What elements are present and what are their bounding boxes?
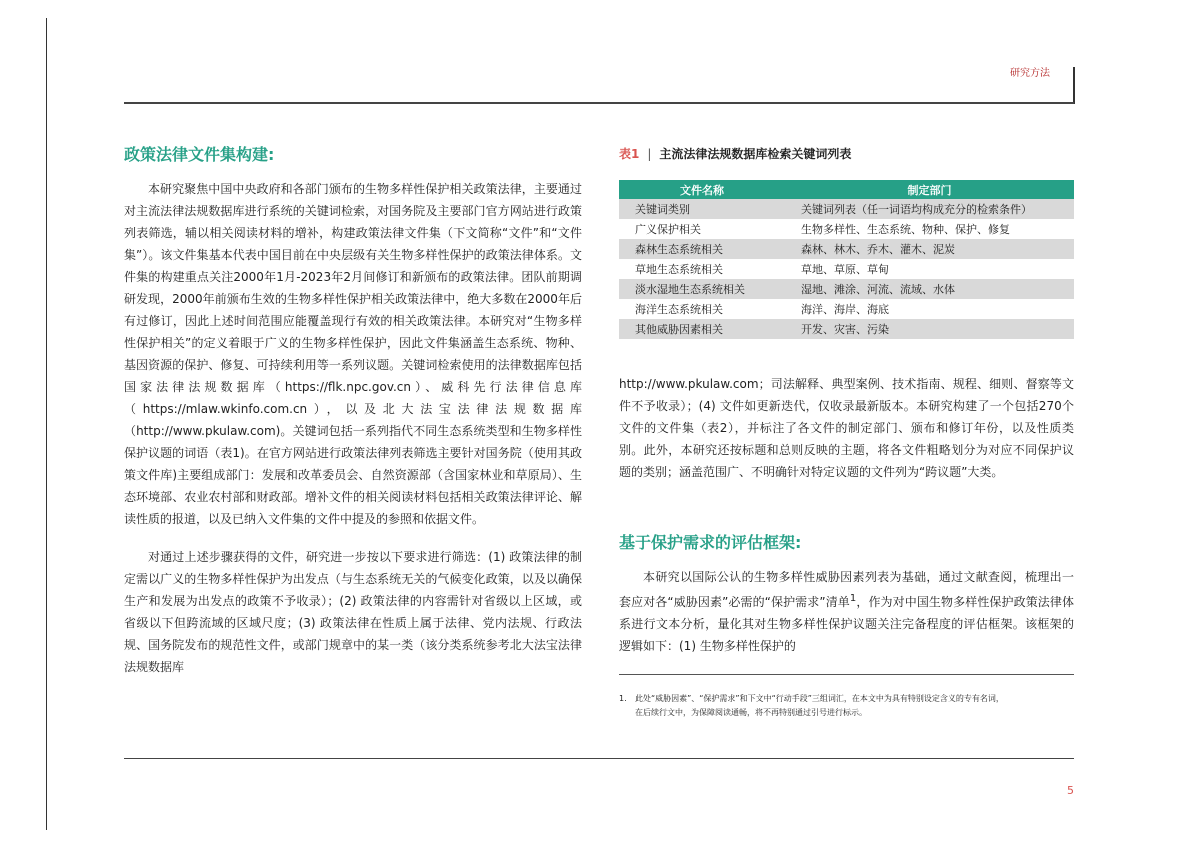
- table-cell: 森林、林木、乔木、灌木、泥炭: [785, 239, 1074, 259]
- right-text-column-lower: [619, 566, 1074, 657]
- table-row: [619, 279, 1074, 299]
- right-text-column: [619, 373, 1074, 483]
- footnote-reference: 1: [849, 593, 857, 604]
- table-cell: 开发、灾害、污染: [785, 319, 1074, 339]
- table-cell: 海洋、海岸、海底: [785, 299, 1074, 319]
- table-cell: 森林生态系统相关: [619, 239, 785, 259]
- bottom-rule: [124, 758, 1074, 759]
- table-header-row: [619, 180, 1074, 199]
- paragraph-screening-criteria: 对通过上述步骤获得的文件，研究进一步按以下要求进行筛选：(1) 政策法律的制定需以广义的生物多样性保护为出发点（与生态系统无关的气候变化政策，以及以确保生产和发展为出发点的政策不予收录）；(2) 政策法律的内容需针对省级以上区域，或省级以下但跨流域的区域尺度；(3) 政策法律在性质上属于法律、党内法规、行政法规、国务院发布的规范性文件，或部门规章中的某一类（该分类系统参考北大法宝法律法规数据库: [124, 550, 582, 674]
- paragraph-continuation: http://www.pkulaw.com；司法解释、典型案例、技术指南、规程、细则、督察等文件不予收录）；(4) 文件如更新迭代，仅收录最新版本。本研究构建了一个包括270个文件的文件集（表2），并标注了各文件的制定部门、颁布和修订年份，以及性质类别。此外，本研究还按标题和总则反映的主题，将各文件粗略划分为对应不同保护议题的类别；涵盖范围广、不明确针对特定议题的文件列为“跨议题”大类。: [619, 377, 1074, 479]
- footnote-number: 1.: [619, 694, 627, 703]
- table-caption-separator: |: [647, 147, 652, 161]
- paragraph-framework-tail: ，作为对中国生物多样性保护政策法律体系进行文本分析，量化其对生物多样性保护议题关注完备程度的评估框架。该框架的逻辑如下：(1) 生物多样性保护的: [619, 595, 1074, 653]
- table-cell: 湿地、滩涂、河流、流域、水体: [785, 279, 1074, 299]
- table-cell: 淡水湿地生态系统相关: [619, 279, 785, 299]
- table-cell: 草地、草原、草甸: [785, 259, 1074, 279]
- table-cell: 关键词类别: [619, 199, 785, 219]
- table-row: [619, 319, 1074, 339]
- table-number: 表1: [619, 147, 640, 161]
- table-row: [619, 219, 1074, 239]
- table-cell: 关键词列表（任一词语均构成充分的检索条件）: [785, 199, 1074, 219]
- table-row: [619, 239, 1074, 259]
- paragraph-collection-method: 本研究聚焦中国中央政府和各部门颁布的生物多样性保护相关政策法律，主要通过对主流法律法规数据库进行系统的关键词检索，对国务院及主要部门官方网站进行政策列表筛选，辅以相关阅读材料的增补，构建政策法律文件集（下文简称“文件”和“文件集”）。该文件集基本代表中国目前在中央层级有关生物多样性保护的政策法律体系。文件集的构建重点关注2000年1月-2023年2月间修订和新颁布的政策法律。团队前期调研发现，2000年前颁布生效的生物多样性保护相关政策法律中，绝大多数在2000年后有过修订，因此上述时间范围应能覆盖现行有效的相关政策法律。本研究对“生物多样性保护相关”的定义着眼于广义的生物多样性保护，因此文件集涵盖生态系统、物种、基因资源的保护、修复、可持续利用等一系列议题。关键词检索使用的法律数据库包括国家法律法规数据库（https://flk.npc.gov.cn）、威科先行法律信息库（https://mlaw.wkinfo.com.cn），以及北大法宝法律法规数据库（http://www.pkulaw.com)。关键词包括一系列指代不同生态系统类型和生物多样性保护议题的词语（表1)。在官方网站进行政策法律列表筛选主要针对国务院（使用其政策文件库)主要组成部门：发展和改革委员会、自然资源部（含国家林业和草原局）、生态环境部、农业农村部和财政部。增补文件的相关阅读材料包括相关政策法律评论、解读性质的报道，以及已纳入文件集的文件中提及的参照和依据文件。: [124, 182, 582, 526]
- table-header-cell: 文件名称: [619, 180, 785, 199]
- table-row: [619, 299, 1074, 319]
- table-caption: [619, 144, 851, 164]
- keyword-table: [619, 180, 1074, 339]
- table-cell: 草地生态系统相关: [619, 259, 785, 279]
- table-cell: 生物多样性、生态系统、物种、保护、修复: [785, 219, 1074, 239]
- section-title-assessment-framework: 基于保护需求的评估框架:: [619, 533, 802, 552]
- footnote: [619, 692, 1074, 720]
- table-row: [619, 199, 1074, 219]
- table-cell: 广义保护相关: [619, 219, 785, 239]
- running-header: 研究方法: [1010, 68, 1050, 79]
- left-margin-rule: [46, 18, 47, 830]
- table-cell: 其他威胁因素相关: [619, 319, 785, 339]
- footnote-rule: [619, 674, 1074, 675]
- footnote-line-2: 在后续行文中，为保障阅读通畅，将不再特别通过引号进行标示。: [635, 708, 867, 717]
- table-header-cell: 制定部门: [785, 180, 1074, 199]
- table-row: [619, 259, 1074, 279]
- table-title: 主流法律法规数据库检索关键词列表: [659, 147, 852, 161]
- page-number: 5: [1067, 784, 1074, 797]
- header-rule: [124, 102, 1074, 104]
- left-text-column: [124, 178, 582, 678]
- section-title-policy-collection: 政策法律文件集构建:: [124, 145, 275, 164]
- header-vertical-rule: [1073, 67, 1075, 104]
- paragraph-framework: [619, 566, 1074, 657]
- table-cell: 海洋生态系统相关: [619, 299, 785, 319]
- footnote-line-1: 此处“威胁因素”、“保护需求”和下文中“行动手段”三组词汇，在本文中为具有特别设定含义的专有名词，: [635, 694, 1004, 703]
- paragraph-framework-text: 本研究以国际公认的生物多样性威胁因素列表为基础，通过文献查阅，梳理出一套应对各“威胁因素”必需的“保护需求”清单: [619, 570, 1074, 609]
